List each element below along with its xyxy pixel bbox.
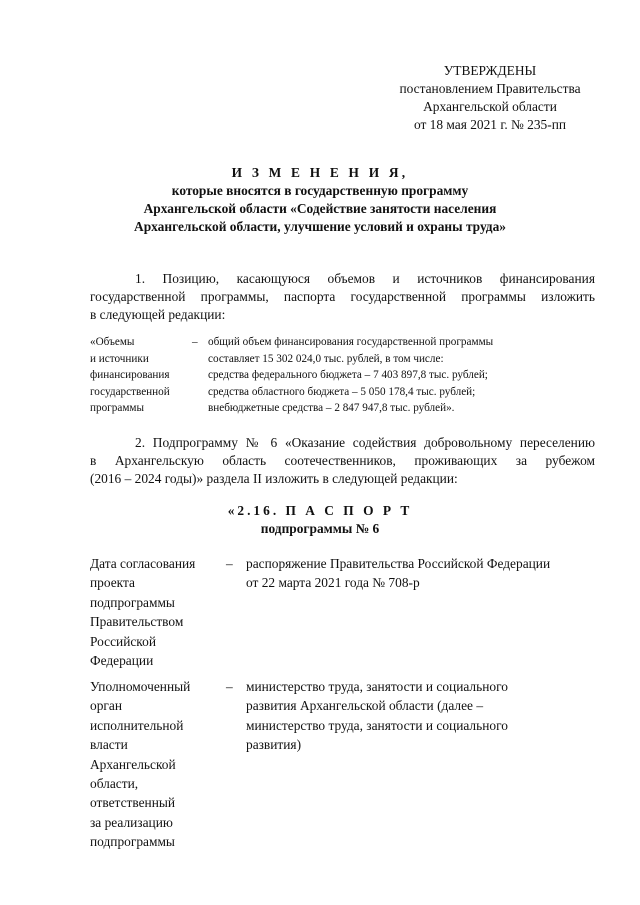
item-2-line-3: (2016 – 2024 годы)» раздела II изложить в следующей редакции:	[90, 471, 458, 486]
volumes-label-line: «Объемы	[90, 336, 135, 348]
row-1-label-line: Федерации	[90, 653, 154, 669]
heading-line-2: которые вносятся в государственную программу	[171, 183, 469, 198]
item-1-line-1: 1. Позицию, касающуюся объемов и источников финансирования	[135, 271, 595, 286]
passport-row-1-dash: –	[226, 556, 233, 571]
approval-block	[370, 62, 610, 134]
row-1-label-line: Дата согласования	[90, 556, 196, 571]
volumes-value	[208, 334, 608, 417]
row-1-label-line: проекта	[90, 575, 135, 591]
heading-line-4: Архангельской области, улучшение условий и охраны труда»	[134, 219, 506, 234]
document-heading	[60, 164, 580, 236]
volumes-value-line: внебюджетные средства – 2 847 947,8 тыс. рублей».	[208, 402, 455, 414]
volumes-value-line: общий объем финансирования государственной программы	[208, 336, 494, 348]
item-1-paragraph	[90, 270, 595, 324]
row-2-value-line: министерство труда, занятости и социального	[246, 717, 508, 733]
row-1-value-line: распоряжение Правительства Российской Федерации	[246, 556, 551, 571]
row-2-label-line: за реализацию	[90, 814, 173, 830]
row-2-label-line: подпрограммы	[90, 834, 175, 850]
row-2-label-line: ответственный	[90, 795, 176, 811]
row-2-label-line: Архангельской	[90, 756, 176, 772]
volumes-dash: –	[192, 336, 198, 348]
row-1-label-line: Российской	[90, 633, 156, 649]
row-1-label-line: подпрограммы	[90, 594, 175, 610]
row-2-value-line: министерство труда, занятости и социального	[246, 679, 508, 694]
volumes-label-line: финансирования	[90, 369, 170, 381]
row-1-label-line: Правительством	[90, 614, 184, 630]
row-2-label-line: власти	[90, 737, 128, 753]
item-2-line-2: в Архангельскую область соотечественников, проживающих за рубежом	[90, 453, 595, 468]
row-2-label-line: области,	[90, 776, 139, 792]
approval-resolution: постановлением Правительства	[399, 81, 581, 96]
approval-title: УТВЕРЖДЕНЫ	[443, 63, 537, 78]
passport-row-2-value	[246, 677, 606, 755]
passport-row-2-dash: –	[226, 679, 233, 694]
row-2-value-line: развития Архангельской области (далее –	[246, 698, 484, 714]
row-2-label-line: орган	[90, 698, 122, 714]
volumes-value-line: составляет 15 302 024,0 тыс. рублей, в том числе:	[208, 352, 444, 365]
passport-row-1-value	[246, 554, 606, 593]
passport-row-2-label	[90, 677, 230, 852]
item-2-line-1: 2. Подпрограмму № 6 «Оказание содействия добровольному переселению	[135, 435, 595, 450]
volumes-label	[90, 334, 200, 417]
row-2-value-line: развития)	[246, 737, 302, 753]
item-1-line-3: в следующей редакции:	[90, 307, 226, 322]
heading-line-3: Архангельской области «Содействие занятости населения	[143, 201, 497, 216]
passport-subtitle: подпрограммы № 6	[260, 521, 380, 536]
approval-region: Архангельской области	[423, 99, 557, 114]
subprogram-heading	[140, 502, 500, 538]
approval-date: от 18 мая 2021 г. № 235-пп	[413, 117, 567, 132]
passport-title: «2.16. П А С П О Р Т	[227, 503, 413, 518]
volumes-label-line: и источники	[90, 352, 149, 365]
volumes-value-line: средства областного бюджета – 5 050 178,4 тыс. рублей;	[208, 385, 476, 398]
item-1-line-2: государственной программы, паспорта государственной программы изложить	[90, 289, 595, 304]
volumes-value-line: средства федерального бюджета – 7 403 897,8 тыс. рублей;	[208, 369, 488, 381]
row-2-label-line: Уполномоченный	[90, 679, 191, 694]
document-title: И З М Е Н Е Н И Я,	[231, 165, 409, 180]
row-1-value-line: от 22 марта 2021 года № 708-р	[246, 575, 420, 591]
passport-row-1-label	[90, 554, 230, 670]
item-2-paragraph	[90, 434, 595, 488]
volumes-label-line: программы	[90, 402, 144, 414]
volumes-label-line: государственной	[90, 385, 170, 398]
row-2-label-line: исполнительной	[90, 717, 184, 733]
